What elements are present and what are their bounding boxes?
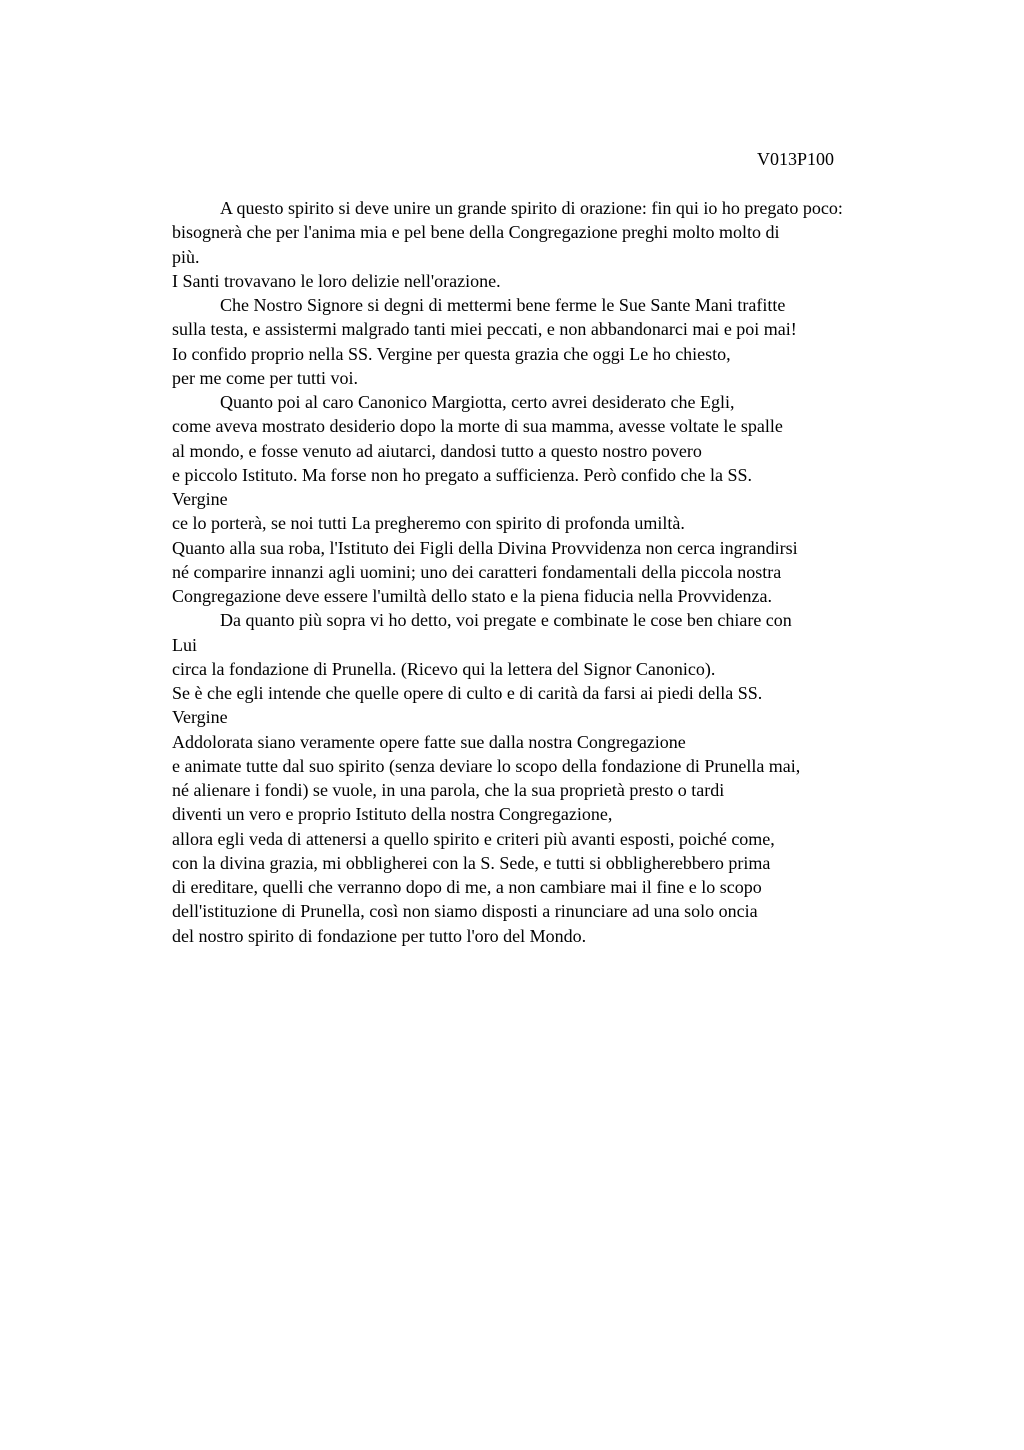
text-line: Vergine (172, 707, 228, 728)
text-line: Congregazione deve essere l'umiltà dello stato e la piena fiducia nella Provvidenza. (172, 586, 773, 606)
text-line: di ereditare, quelli che verranno dopo di me, a non cambiare mai il fine e lo scopo (172, 877, 762, 897)
text-line: Che Nostro Signore si degni di mettermi bene ferme le Sue Sante Mani trafitte (220, 295, 786, 315)
text-line: ce lo porterà, se noi tutti La pregheremo con spirito di profonda umiltà. (172, 513, 685, 534)
text-line: Da quanto più sopra vi ho detto, voi pregate e combinate le cose ben chiare con (220, 610, 792, 631)
text-line: né alienare i fondi) se vuole, in una parola, che la sua proprietà presto o tardi (172, 780, 725, 800)
text-line: Vergine (172, 489, 228, 509)
text-line: allora egli veda di attenersi a quello spirito e criteri più avanti esposti, poiché come, (172, 828, 775, 849)
text-line: per me come per tutti voi. (172, 367, 358, 388)
text-line: Lui (172, 634, 197, 655)
text-line: con la divina grazia, mi obbligherei con la S. Sede, e tutti si obbligherebbero prima (172, 852, 771, 873)
text-line: come aveva mostrato desiderio dopo la morte di sua mamma, avesse voltate le spalle (172, 416, 783, 437)
text-line: più. (172, 246, 200, 267)
text-line: bisognerà che per l'anima mia e pel bene della Congregazione preghi molto molto di (172, 222, 780, 243)
page-identifier: V013P100 (757, 149, 835, 169)
text-line: Quanto alla sua roba, l'Istituto dei Figli della Divina Provvidenza non cerca ingrandirsi (172, 537, 798, 558)
text-line: diventi un vero e proprio Istituto della nostra Congregazione, (172, 804, 613, 825)
text-line: Se è che egli intende che quelle opere di culto e di carità da farsi ai piedi della SS. (172, 683, 763, 703)
text-line: Quanto poi al caro Canonico Margiotta, certo avrei desiderato che Egli, (220, 392, 735, 412)
text-line: Io confido proprio nella SS. Vergine per questa grazia che oggi Le ho chiesto, (172, 343, 731, 364)
text-line: e animate tutte dal suo spirito (senza deviare lo scopo della fondazione di Prunella mai, (172, 755, 801, 776)
text-line: né comparire innanzi agli uomini; uno dei caratteri fondamentali della piccola nostra (172, 561, 782, 582)
text-line: sulla testa, e assistermi malgrado tanti miei peccati, e non abbandonarci mai e poi mai! (172, 319, 797, 340)
text-line: Addolorata siano veramente opere fatte sue dalla nostra Congregazione (172, 731, 686, 752)
text-line: del nostro spirito di fondazione per tutto l'oro del Mondo. (172, 925, 587, 946)
text-line: al mondo, e fosse venuto ad aiutarci, dandosi tutto a questo nostro povero (172, 440, 702, 461)
text-line: dell'istituzione di Prunella, così non siamo disposti a rinunciare ad una solo oncia (172, 901, 758, 922)
text-line: e piccolo Istituto. Ma forse non ho pregato a sufficienza. Però confido che la SS. (172, 464, 753, 485)
text-line: A questo spirito si deve unire un grande spirito di orazione: fin qui io ho pregato poco: (220, 198, 843, 218)
document-body (172, 196, 972, 948)
text-line: circa la fondazione di Prunella. (Ricevo qui la lettera del Signor Canonico). (172, 658, 716, 679)
text-line: I Santi trovavano le loro delizie nell'orazione. (172, 270, 501, 291)
